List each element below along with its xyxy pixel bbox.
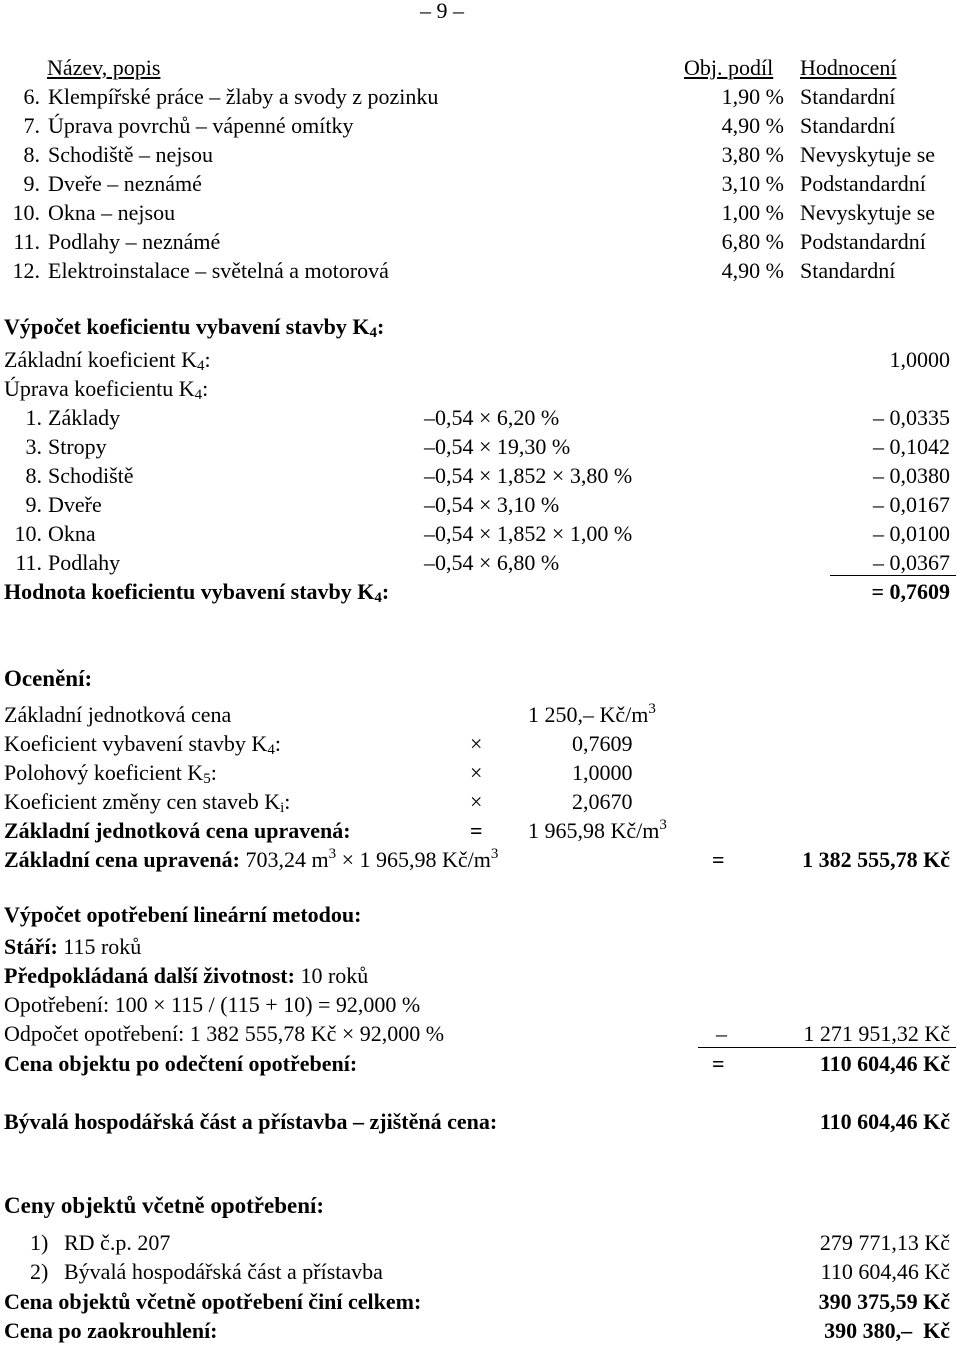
row-value: – 0,1042 <box>873 434 950 459</box>
row-number: 11. <box>15 550 42 575</box>
row-number: 8. <box>25 463 42 488</box>
location-coef-operator: × <box>470 760 483 785</box>
row-number: 10. <box>12 200 40 225</box>
page-number: – 9 – <box>420 0 464 23</box>
row-number: 12. <box>12 258 40 283</box>
equipment-coef-label: Koeficient vybavení stavby $K_4$: <box>4 731 281 758</box>
summary-heading: Ceny objektů včetně opotřebení: <box>4 1193 325 1218</box>
row-rating: Podstandardní <box>800 229 926 254</box>
column-header-name: Název, popis <box>47 55 161 80</box>
row-share: 4,90 % <box>721 258 784 283</box>
row-name: Okna – nejsou <box>48 200 176 225</box>
row-formula: –0,54 × 1,852 × 1,00 % <box>424 521 633 546</box>
net-price-label: Cena objektu po odečtení opotřebení: <box>4 1051 358 1076</box>
equipment-coef-operator: × <box>470 731 483 756</box>
adjusted-unit-price-operator: = <box>470 818 483 843</box>
row-formula: –0,54 × 6,20 % <box>424 405 560 430</box>
row-share: 3,80 % <box>721 142 784 167</box>
row-name: Dveře – neznámé <box>48 171 202 196</box>
row-number: 10. <box>14 521 42 546</box>
k4-adjust-label: Úprava koeficientu $K_4$: <box>4 376 209 403</box>
price-change-coef-operator: × <box>470 789 483 814</box>
row-rating: Nevyskytuje se <box>800 200 936 225</box>
k4-heading: Výpočet koeficientu vybavení stavby $K_4$: <box>4 314 385 341</box>
net-price-value: 110 604,46 Kč <box>819 1051 950 1076</box>
row-rating: Standardní <box>800 258 896 283</box>
column-header-share: Obj. podíl <box>684 55 774 80</box>
k4-base-value: 1,0000 <box>889 347 950 372</box>
row-value: – 0,0335 <box>873 405 950 430</box>
row-share: 6,80 % <box>721 229 784 254</box>
item-name: Bývalá hospodářská část a přístavba <box>64 1259 383 1284</box>
farm-part-value: 110 604,46 Kč <box>819 1109 950 1134</box>
deduction-value: 1 271 951,32 Kč <box>803 1021 950 1046</box>
row-formula: –0,54 × 3,10 % <box>424 492 560 517</box>
row-name: Schodiště <box>48 463 134 488</box>
adjusted-base-price-operator: = <box>712 847 725 872</box>
k4-result-label: Hodnota koeficientu vybavení stavby $K_4$: <box>4 579 390 606</box>
row-rating: Standardní <box>800 84 896 109</box>
row-rating: Nevyskytuje se <box>800 142 936 167</box>
row-number: 8. <box>23 142 40 167</box>
adjusted-base-price-value: 1 382 555,78 Kč <box>802 847 950 872</box>
row-share: 3,10 % <box>721 171 784 196</box>
row-name: Schodiště – nejsou <box>48 142 213 167</box>
row-share: 4,90 % <box>721 113 784 138</box>
row-rating: Podstandardní <box>800 171 926 196</box>
total-label: Cena objektů včetně opotřebení činí celkem: <box>4 1289 422 1314</box>
unit-price-value: 1 250,– $Kč/m^3$ <box>528 701 656 727</box>
price-change-coef-label: Koeficient změny cen staveb $K_i$: <box>4 789 291 816</box>
row-number: 9. <box>25 492 42 517</box>
row-value: – 0,0367 <box>873 550 950 575</box>
item-value: 110 604,46 Kč <box>820 1259 950 1284</box>
column-header-rating: Hodnocení <box>800 55 897 80</box>
wear-line: Opotřebení: 100 × 115 / (115 + 10) = 92,000 % <box>4 992 421 1017</box>
row-value: – 0,0167 <box>873 492 950 517</box>
row-number: 7. <box>23 113 40 138</box>
equipment-coef-value: 0,7609 <box>572 731 633 756</box>
farm-part-label: Bývalá hospodářská část a přístavba – zjištěná cena: <box>4 1109 498 1134</box>
age-line: Stáří: 115 roků <box>4 934 142 959</box>
row-formula: –0,54 × 19,30 % <box>424 434 571 459</box>
k4-result-value: = 0,7609 <box>871 579 950 604</box>
rounded-label: Cena po zaokrouhlení: <box>4 1318 218 1343</box>
row-name: Elektroinstalace – světelná a motorová <box>48 258 389 283</box>
total-value: 390 375,59 Kč <box>818 1289 950 1314</box>
k4-base-label: Základní koeficient $K_4$: <box>4 347 211 374</box>
k4-sum-rule <box>830 575 956 576</box>
row-value: – 0,0100 <box>873 521 950 546</box>
row-name: Základy <box>48 405 121 430</box>
deduction-operator: – <box>716 1021 727 1046</box>
row-value: – 0,0380 <box>873 463 950 488</box>
remaining-life-line: Předpokládaná další životnost: 10 roků <box>4 963 369 988</box>
row-name: Stropy <box>48 434 107 459</box>
rounded-value: 390 380,– Kč <box>824 1318 950 1343</box>
price-change-coef-value: 2,0670 <box>572 789 633 814</box>
row-number: 6. <box>23 84 40 109</box>
depreciation-heading: Výpočet opotřebení lineární metodou: <box>4 902 362 927</box>
item-value: 279 771,13 Kč <box>819 1230 950 1255</box>
adjusted-unit-price-label: Základní jednotková cena upravená: <box>4 818 351 843</box>
deduction-label: Odpočet opotřebení: 1 382 555,78 Kč × 92,000 % <box>4 1021 445 1046</box>
row-rating: Standardní <box>800 113 896 138</box>
row-formula: –0,54 × 6,80 % <box>424 550 560 575</box>
row-number: 11. <box>13 229 40 254</box>
row-name: Podlahy <box>48 550 121 575</box>
location-coef-label: Polohový koeficient $K_5$: <box>4 760 217 787</box>
item-name: RD č.p. 207 <box>64 1230 171 1255</box>
row-name: Klempířské práce – žlaby a svody z pozinku <box>48 84 439 109</box>
row-number: 1. <box>25 405 42 430</box>
row-number: 3. <box>25 434 42 459</box>
row-name: Úprava povrchů – vápenné omítky <box>48 113 354 138</box>
row-formula: –0,54 × 1,852 × 3,80 % <box>424 463 633 488</box>
adjusted-unit-price-value: 1 965,98 $Kč/m^3$ <box>528 817 667 843</box>
row-name: Dveře <box>48 492 102 517</box>
valuation-heading: Ocenění: <box>4 666 93 691</box>
location-coef-value: 1,0000 <box>572 760 633 785</box>
row-name: Okna <box>48 521 96 546</box>
item-number: 2) <box>30 1259 49 1284</box>
net-price-operator: = <box>712 1051 725 1076</box>
depreciation-sum-rule <box>698 1047 956 1048</box>
row-number: 9. <box>23 171 40 196</box>
row-share: 1,00 % <box>721 200 784 225</box>
item-number: 1) <box>30 1230 49 1255</box>
adjusted-base-price-line: Základní cena upravená: 703,24 $m^3 \times 1$ 965,98 $Kč/m^3$ <box>4 846 499 872</box>
row-name: Podlahy – neznámé <box>48 229 221 254</box>
unit-price-label: Základní jednotková cena <box>4 702 232 727</box>
row-share: 1,90 % <box>721 84 784 109</box>
